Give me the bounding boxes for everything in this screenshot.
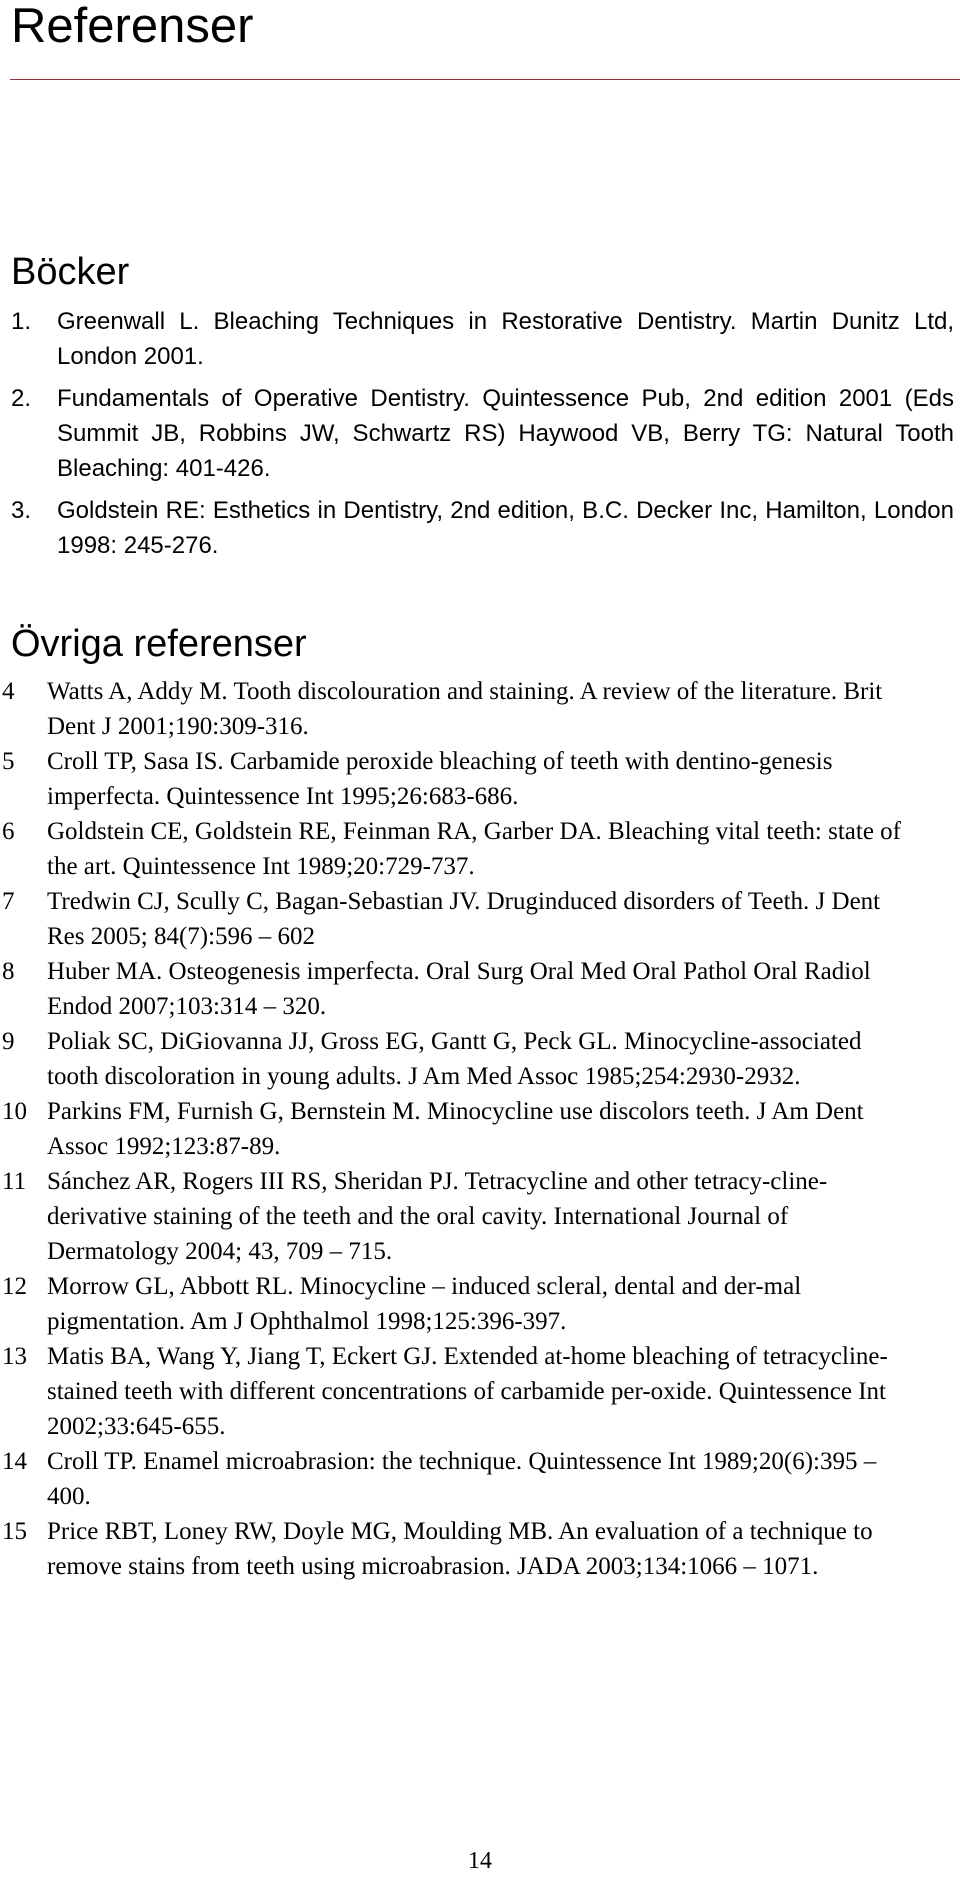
reference-text: Poliak SC, DiGiovanna JJ, Gross EG, Gantt G, Peck GL. Minocycline-associated tooth discoloration in young adults. J Am Med Assoc 1985;254:2930-2932. [47,1028,862,1090]
reference-item [0,1024,960,1094]
reference-item [0,884,960,954]
reference-text: Tredwin CJ, Scully C, Bagan-Sebastian JV. Druginduced disorders of Teeth. J Dent Res 2005; 84(7):596 – 602 [47,888,881,950]
reference-text: Croll TP. Enamel microabrasion: the technique. Quintessence Int 1989;20(6):395 – 400. [47,1448,877,1510]
reference-text: Sánchez AR, Rogers III RS, Sheridan PJ. Tetracycline and other tetracy-cline-derivative staining of the teeth and the oral cavity. International Journal of Dermatology 2004; 43, 709 – 715. [47,1168,828,1265]
book-number: 3. [11,497,32,524]
page-number: 14 [468,1848,492,1874]
reference-text: Morrow GL, Abbott RL. Minocycline – induced scleral, dental and der-mal pigmentation. Am J Ophthalmol 1998;125:396-397. [47,1273,802,1335]
reference-item [0,1164,960,1269]
reference-number: 9 [2,1028,15,1055]
reference-item [0,1269,960,1339]
reference-text: Watts A, Addy M. Tooth discolouration and staining. A review of the literature. Brit Dent J 2001;190:309-316. [47,678,883,740]
reference-number: 4 [2,678,15,705]
reference-number: 15 [2,1518,27,1545]
reference-text: Huber MA. Osteogenesis imperfecta. Oral Surg Oral Med Oral Pathol Oral Radiol Endod 2007;103:314 – 320. [47,958,871,1020]
reference-item [0,744,960,814]
reference-text: Parkins FM, Furnish G, Bernstein M. Minocycline use discolors teeth. J Am Dent Assoc 1992;123:87-89. [47,1098,864,1160]
reference-item [0,1094,960,1164]
reference-number: 11 [2,1168,27,1195]
book-item [0,304,960,374]
reference-number: 5 [2,748,15,775]
reference-number: 7 [2,888,15,915]
book-text: Greenwall L. Bleaching Techniques in Restorative Dentistry. Martin Dunitz Ltd, London 2001. [57,308,954,370]
books-list [0,304,960,570]
book-text: Goldstein RE: Esthetics in Dentistry, 2nd edition, B.C. Decker Inc, Hamilton, London 1998: 245-276. [57,497,954,559]
reference-text: Croll TP, Sasa IS. Carbamide peroxide bleaching of teeth with dentino-genesis imperfecta. Quintessence Int 1995;26:683-686. [47,748,833,810]
reference-text: Price RBT, Loney RW, Doyle MG, Moulding MB. An evaluation of a technique to remove stains from teeth using microabrasion. JADA 2003;134:1066 – 1071. [47,1518,873,1580]
reference-text: Goldstein CE, Goldstein RE, Feinman RA, Garber DA. Bleaching vital teeth: state of the art. Quintessence Int 1989;20:729-737. [47,818,902,880]
reference-item [0,1444,960,1514]
reference-number: 8 [2,958,15,985]
book-item [0,493,960,563]
other-references-heading: Övriga referenser [11,623,307,665]
reference-item [0,1339,960,1444]
reference-number: 6 [2,818,15,845]
page-title: Referenser [11,0,254,53]
reference-number: 10 [2,1098,27,1125]
reference-item [0,814,960,884]
reference-item [0,954,960,1024]
book-number: 1. [11,308,32,335]
reference-text: Matis BA, Wang Y, Jiang T, Eckert GJ. Extended at-home bleaching of tetracycline-stained teeth with different concentrations of carbamide per-oxide. Quintessence Int 2002;33:645-655. [47,1343,888,1440]
reference-item [0,674,960,744]
reference-number: 12 [2,1273,27,1300]
books-heading: Böcker [11,251,130,293]
reference-number: 13 [2,1343,27,1370]
book-text: Fundamentals of Operative Dentistry. Quintessence Pub, 2nd edition 2001 (Eds Summit JB, Robbins JW, Schwartz RS) Haywood VB, Berry TG: Natural Tooth Bleaching: 401-426. [57,385,954,482]
book-number: 2. [11,385,32,412]
reference-number: 14 [2,1448,27,1475]
book-item [0,381,960,486]
reference-item [0,1514,960,1584]
title-divider [10,79,960,80]
references-list [0,674,960,1584]
